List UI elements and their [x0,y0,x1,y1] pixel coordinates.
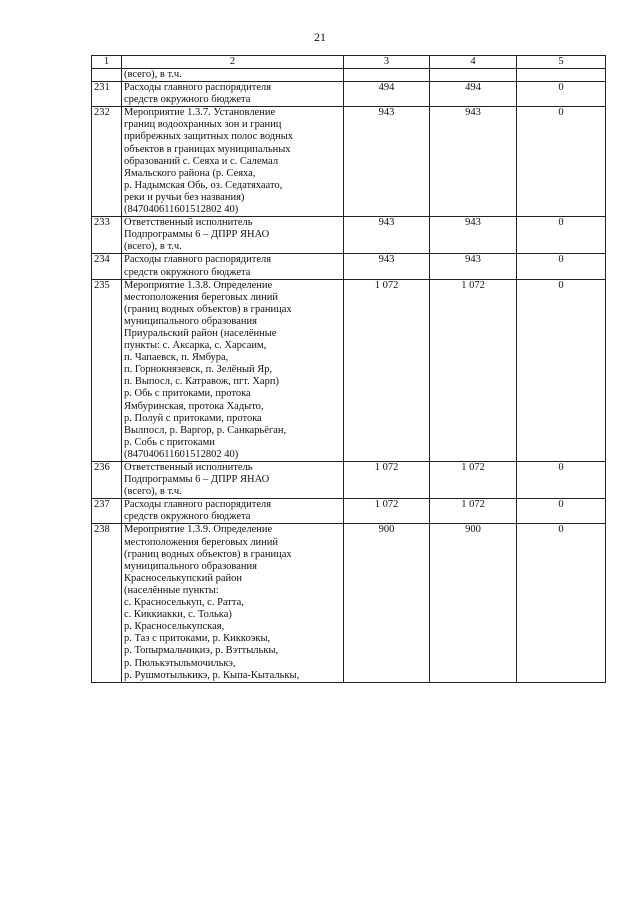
row-value-col4: 1 072 [430,462,517,499]
row-number: 231 [92,82,122,107]
row-value-col5: 0 [517,254,606,279]
table-row [92,462,606,499]
row-value-col3: 1 072 [344,499,430,524]
row-description: Мероприятие 1.3.8. Определение местоположения береговых линий (границ водных объектов) в границах муниципального образования Приуральский район (населённые пункты: с. Аксарка, с. Харсаим, п. Чапаевск, п. Ямбура, п. Горнокнязевск, п. Зелёный Яр, п. Выпосл, с. Катравож, пгт. Харп) р. Обь с притоками, протока Ямбуринская, протока Хадыто, р. Полуй с притоками, протока Вылпосл, р. Варгор, р. Санкарьёган, р. Собь с притоками (847040611601512802 40) [122,279,344,461]
column-header-1: 1 [92,56,122,69]
row-value-col5: 0 [517,107,606,217]
budget-table [91,55,606,683]
column-header-2: 2 [122,56,344,69]
row-value-col5: 0 [517,217,606,254]
row-value-col4: 943 [430,107,517,217]
row-number: 238 [92,524,122,682]
row-description: Ответственный исполнитель Подпрограммы 6 – ДПРР ЯНАО (всего), в т.ч. [122,462,344,499]
page-number: 21 [314,30,326,44]
table-row [92,82,606,107]
row-value-col3: 943 [344,107,430,217]
row-number: 236 [92,462,122,499]
row-value-col4: 943 [430,217,517,254]
row-value-col4: 1 072 [430,499,517,524]
row-value-col4: 943 [430,254,517,279]
row-value-col3: 943 [344,254,430,279]
row-description: Мероприятие 1.3.7. Установление границ водоохранных зон и границ прибрежных защитных полос водных объектов в границах муниципальных образований с. Сеяха и с. Салемал Ямальского района (р. Сеяха, р. Надымская Обь, оз. Седатяхаато, реки и ручьи без названия) (847040611601512802 40) [122,107,344,217]
row-description: Расходы главного распорядителя средств окружного бюджета [122,499,344,524]
continuation-row [92,69,606,82]
row-value-col3: 900 [344,524,430,682]
row-value-col4: 494 [430,82,517,107]
table-row [92,217,606,254]
table-row [92,524,606,682]
row-value-col3: 494 [344,82,430,107]
table-row [92,499,606,524]
table-row [92,107,606,217]
row-description: Мероприятие 1.3.9. Определение местоположения береговых линий (границ водных объектов) в границах муниципального образования Красноселькупский район (населённые пункты: с. Красноселькуп, с. Ратта, с. Киккиакки, с. Толька) р. Красноселькупская, р. Таз с притоками, р. Киккоэкы, р. Топырмальчикиэ, р. Вэттылькы, р. Пюлькэтыльмочилькэ, р. Рушмотылькикэ, р. Кыпа-Кыталькы, [122,524,344,682]
row-value-col5: 0 [517,279,606,461]
table-row [92,279,606,461]
column-header-5: 5 [517,56,606,69]
row-number: 234 [92,254,122,279]
row-number: 233 [92,217,122,254]
row-value-col3: 1 072 [344,462,430,499]
row-number: 232 [92,107,122,217]
row-description: Расходы главного распорядителя средств окружного бюджета [122,82,344,107]
row-value-col5: 0 [517,499,606,524]
row-value-col4: 900 [430,524,517,682]
row-value-col4: 1 072 [430,279,517,461]
row-value-col5: 0 [517,524,606,682]
row-description: Ответственный исполнитель Подпрограммы 6 – ДПРР ЯНАО (всего), в т.ч. [122,217,344,254]
table-header-row [92,56,606,69]
row-value-col5: 0 [517,82,606,107]
continuation-text: (всего), в т.ч. [122,69,344,82]
row-value-col5: 0 [517,462,606,499]
row-description: Расходы главного распорядителя средств окружного бюджета [122,254,344,279]
row-number: 235 [92,279,122,461]
table-row [92,254,606,279]
row-value-col3: 1 072 [344,279,430,461]
row-value-col3: 943 [344,217,430,254]
row-number: 237 [92,499,122,524]
column-header-4: 4 [430,56,517,69]
column-header-3: 3 [344,56,430,69]
